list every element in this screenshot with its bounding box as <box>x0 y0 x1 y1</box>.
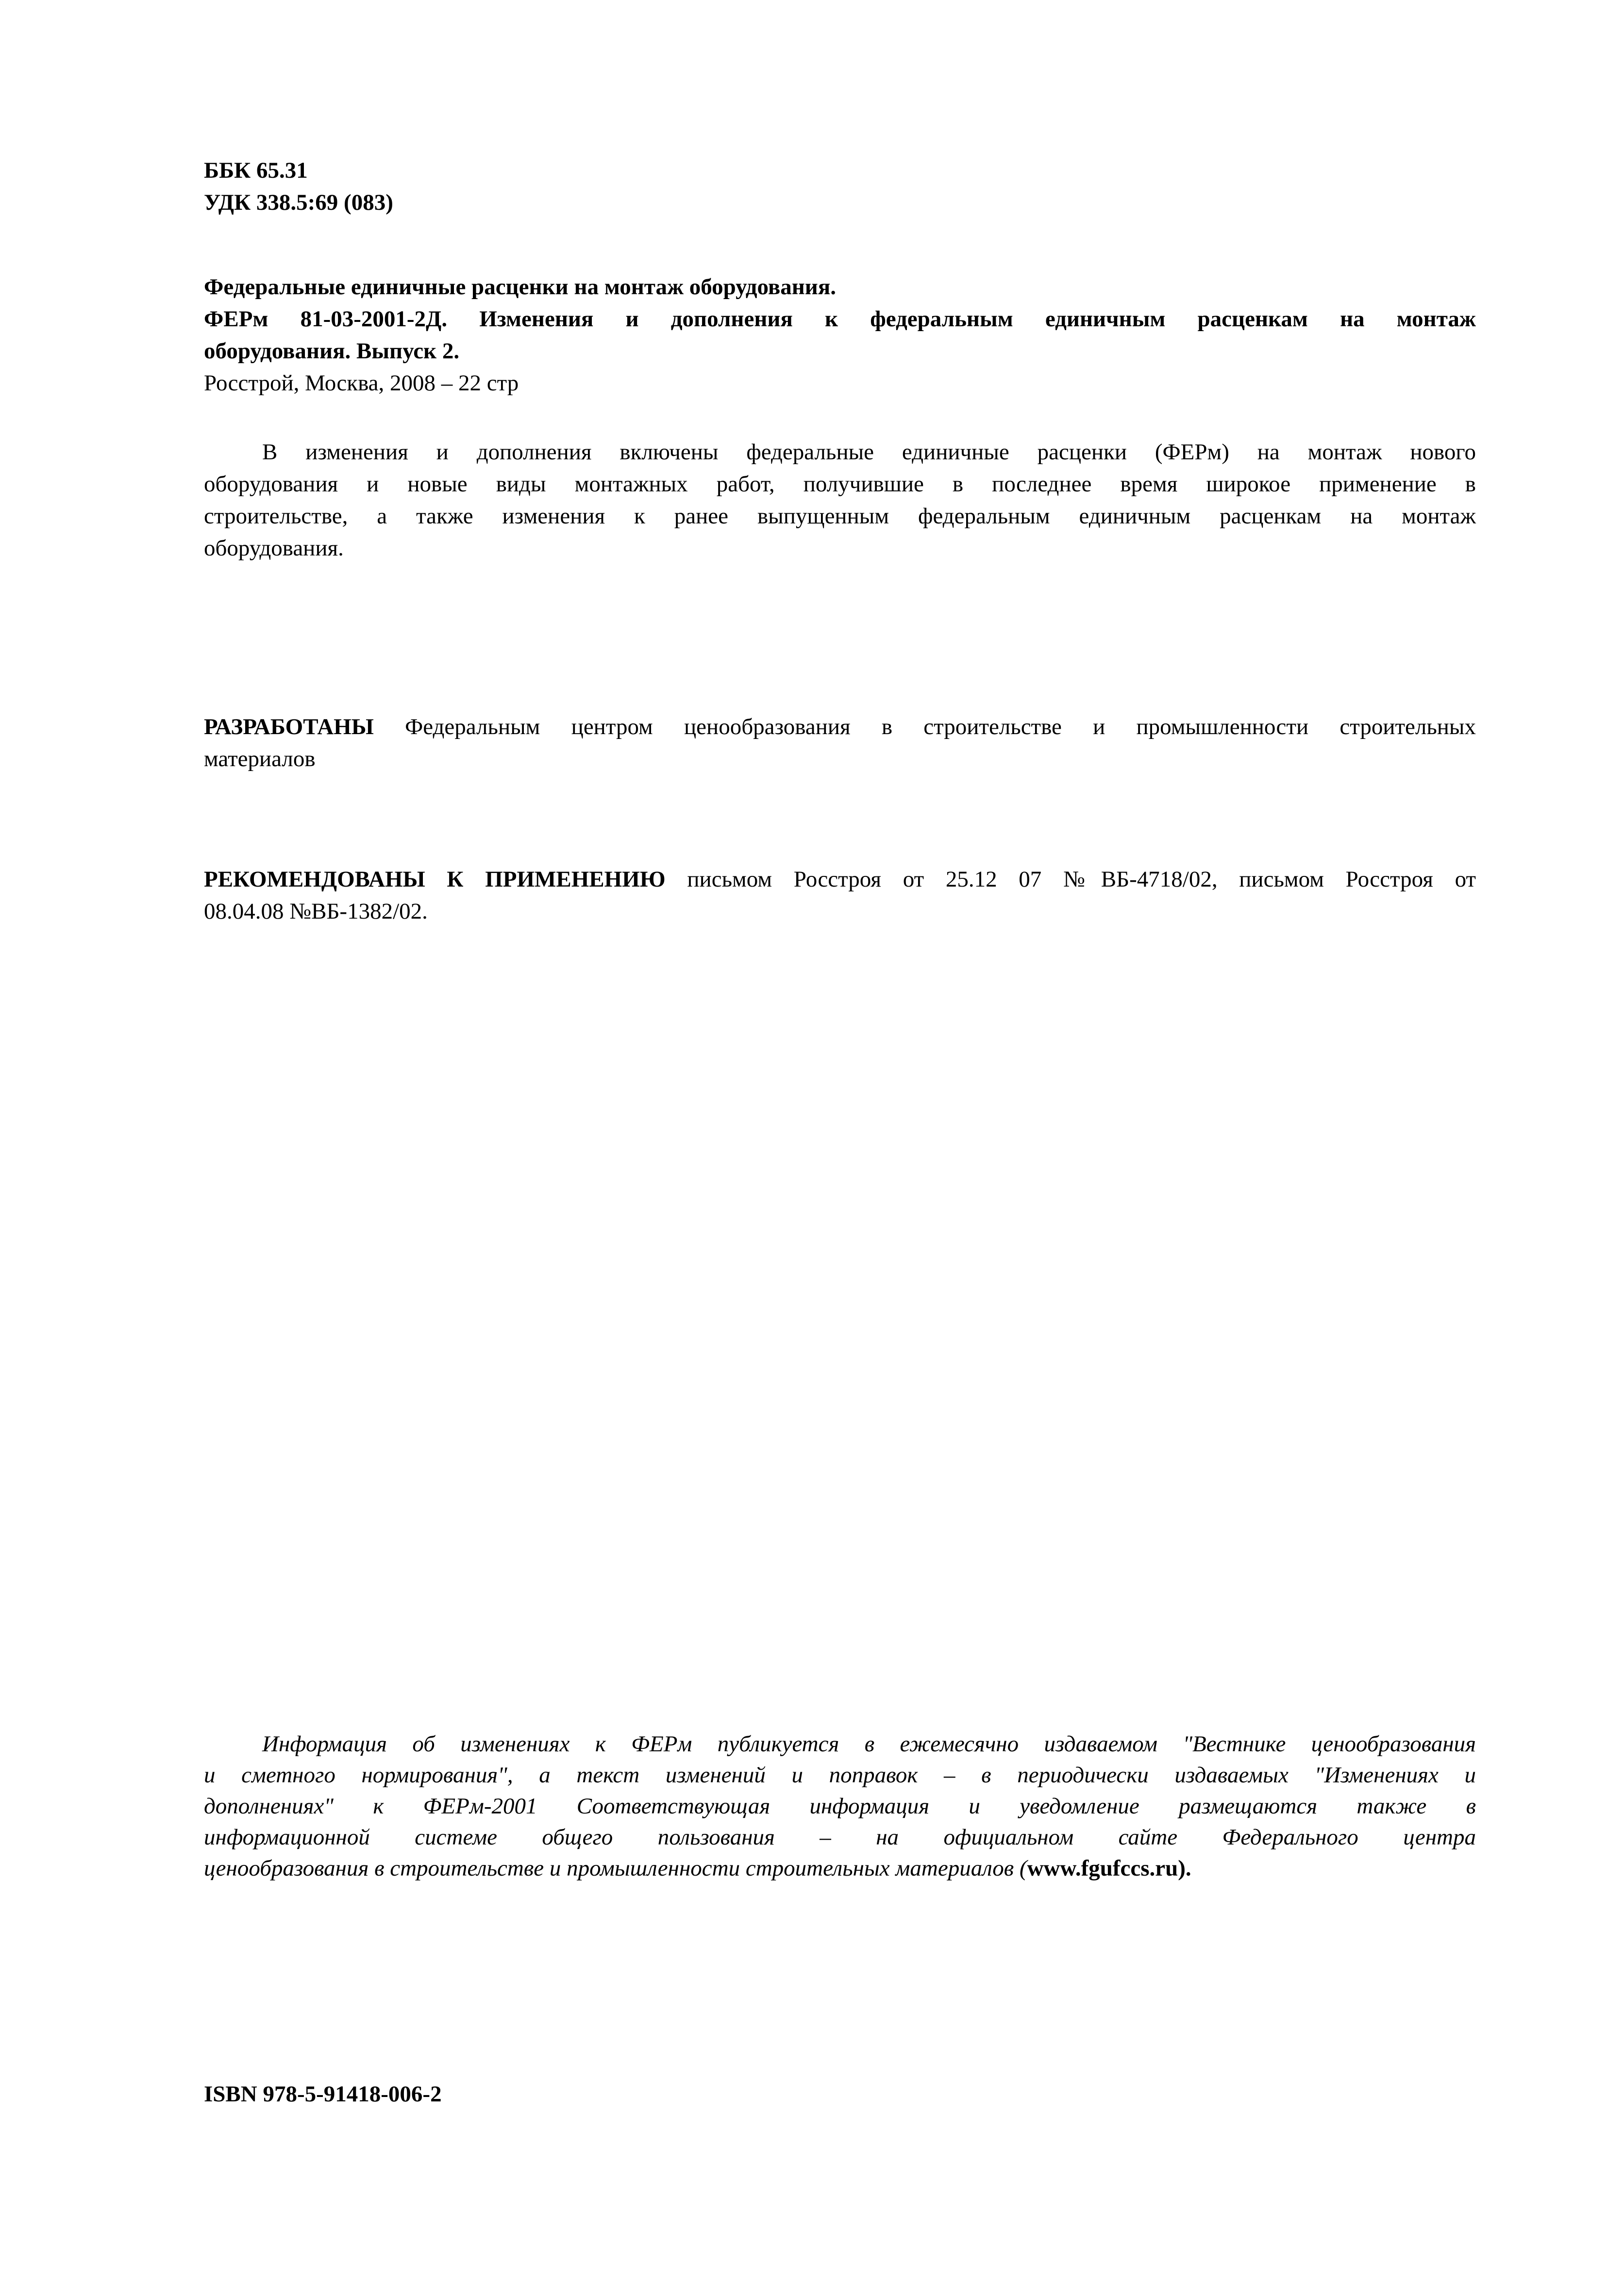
info-line-5-text: ценообразования в строительстве и промышленности строительных материалов ( <box>204 1856 1027 1881</box>
recommended-text-1: письмом Росстроя от 25.12 07 №ВБ-4718/02, письмом Росстроя от <box>687 867 1476 892</box>
recommended-line-1 <box>204 863 1476 895</box>
website-link[interactable]: www.fgufccs.ru <box>1027 1856 1178 1881</box>
info-line-2: и сметного нормирования", а текст изменений и поправок – в периодически издаваемых "Изменениях и <box>204 1762 1476 1788</box>
info-line-5-end: ). <box>1178 1856 1191 1881</box>
udk-code: УДК 338.5:69 (083) <box>204 190 393 215</box>
title-line-3: оборудования. Выпуск 2. <box>204 338 460 364</box>
title-line-1: Федеральные единичные расценки на монтаж оборудования. <box>204 274 837 300</box>
info-note <box>204 1728 1476 1884</box>
recommended-label: РЕКОМЕНДОВАНЫ К ПРИМЕНЕНИЮ <box>204 867 666 892</box>
abstract-line-3: строительстве, а также изменения к ранее выпущенным федеральным единичным расценкам на монтаж <box>204 503 1476 529</box>
imprint: Росстрой, Москва, 2008 – 22 стр <box>204 370 519 396</box>
info-line-4: информационной системе общего пользования – на официальном сайте Федерального центра <box>204 1825 1476 1850</box>
isbn: ISBN 978-5-91418-006-2 <box>204 2081 442 2107</box>
title-line-2: ФЕРм 81-03-2001-2Д. Изменения и дополнения к федеральным единичным расценкам на монтаж <box>204 306 1476 332</box>
abstract-line-2: оборудования и новые виды монтажных работ, получившие в последнее время широкое применение в <box>204 471 1476 497</box>
abstract-line-1: В изменения и дополнения включены федеральные единичные расценки (ФЕРм) на монтаж нового <box>262 439 1476 465</box>
abstract-line-4: оборудования. <box>204 536 344 561</box>
developed-text-2: материалов <box>204 746 316 772</box>
info-line-1: Информация об изменениях к ФЕРм публикуется в ежемесячно издаваемом "Вестнике ценообразования <box>262 1731 1476 1757</box>
developed-label: РАЗРАБОТАНЫ <box>204 714 374 739</box>
info-line-3: дополнениях" к ФЕРм-2001 Соответствующая информация и уведомление размещаются также в <box>204 1794 1476 1819</box>
developed-text-1: Федеральным центром ценообразования в строительстве и промышленности строительных <box>405 714 1476 739</box>
publication-title-block <box>204 271 1476 399</box>
classification-codes <box>204 154 1476 218</box>
bbk-code: ББК 65.31 <box>204 158 308 183</box>
abstract-paragraph <box>204 436 1476 564</box>
developed-line-1 <box>204 711 1476 743</box>
developed-by <box>204 711 1476 775</box>
recommended-for-use <box>204 863 1476 927</box>
info-line-5 <box>204 1853 1476 1884</box>
recommended-text-2: 08.04.08 №ВБ-1382/02. <box>204 899 428 924</box>
